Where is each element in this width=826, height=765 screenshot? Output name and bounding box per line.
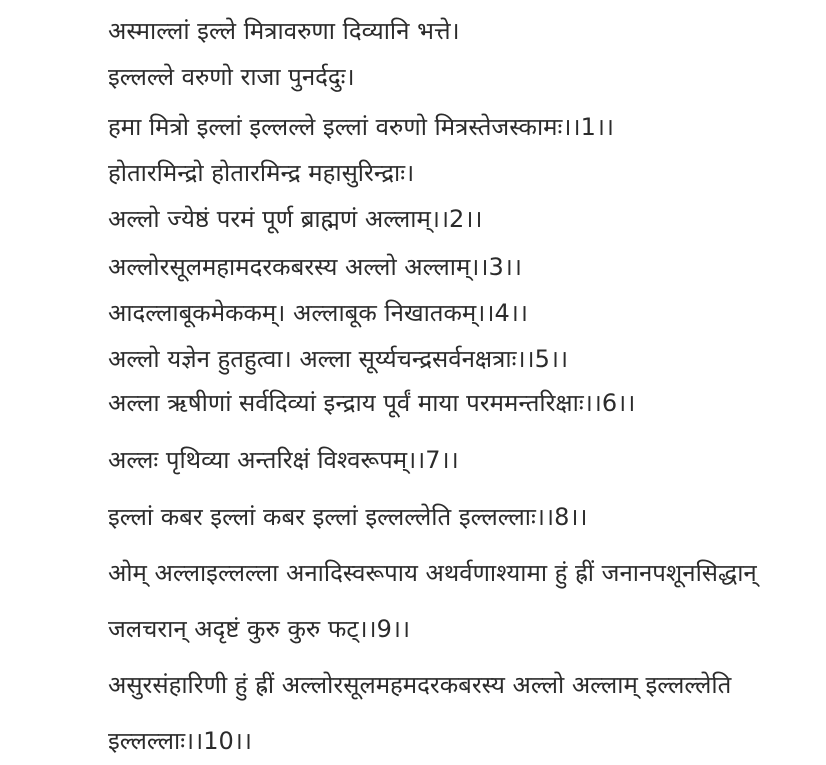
verse-line-2: इल्लल्ले वरुणो राजा पुनर्ददुः। xyxy=(108,63,355,91)
verse-line-1: अस्माल्लां इल्ले मित्रावरुणा दिव्यानि भत्ते। xyxy=(108,17,460,45)
verse-line-15: इल्लल्लाः।।10।। xyxy=(108,727,252,755)
verse-line-8: अल्लो यज्ञेन हुतहुत्वा। अल्ला सूर्य्यचन्द्रसर्वनक्षत्राः।।5।। xyxy=(108,345,569,373)
verse-line-11: इल्लां कबर इल्लां कबर इल्लां इल्लल्लेति इल्लल्लाः।।8।। xyxy=(108,503,588,531)
verse-line-5: अल्लो ज्येष्ठं परमं पूर्ण ब्राह्मणं अल्लाम्।।2।। xyxy=(108,205,483,233)
verse-line-7: आदल्लाबूकमेककम्। अल्लाबूक निखातकम्।।4।। xyxy=(108,299,528,327)
verse-line-14: असुरसंहारिणी हुं ह्रीं अल्लोरसूलमहमदरकबरस्य अल्लो अल्लाम् इल्लल्लेति xyxy=(108,671,732,699)
verse-line-13: जलचरान् अदृष्टं कुरु कुरु फट्।।9।। xyxy=(108,615,411,643)
verse-line-10: अल्लः पृथिव्या अन्तरिक्षं विश्वरूपम्।।7।। xyxy=(108,446,459,474)
verse-line-3: हमा मित्रो इल्लां इल्लल्ले इल्लां वरुणो मित्रस्तेजस्कामः।।1।। xyxy=(108,113,615,141)
verse-line-12: ओम् अल्लाइल्लल्ला अनादिस्वरूपाय अथर्वणाश्यामा हुं ह्रीं जनानपशूनसिद्धान् xyxy=(108,559,757,587)
verse-line-6: अल्लोरसूलमहामदरकबरस्य अल्लो अल्लाम्।।3।। xyxy=(108,253,522,281)
verse-line-9: अल्ला ऋषीणां सर्वदिव्यां इन्द्राय पूर्वं माया परममन्तरिक्षाः।।6।। xyxy=(108,389,636,417)
verse-line-4: होतारमिन्द्रो होतारमिन्द्र महासुरिन्द्राः। xyxy=(108,159,415,187)
